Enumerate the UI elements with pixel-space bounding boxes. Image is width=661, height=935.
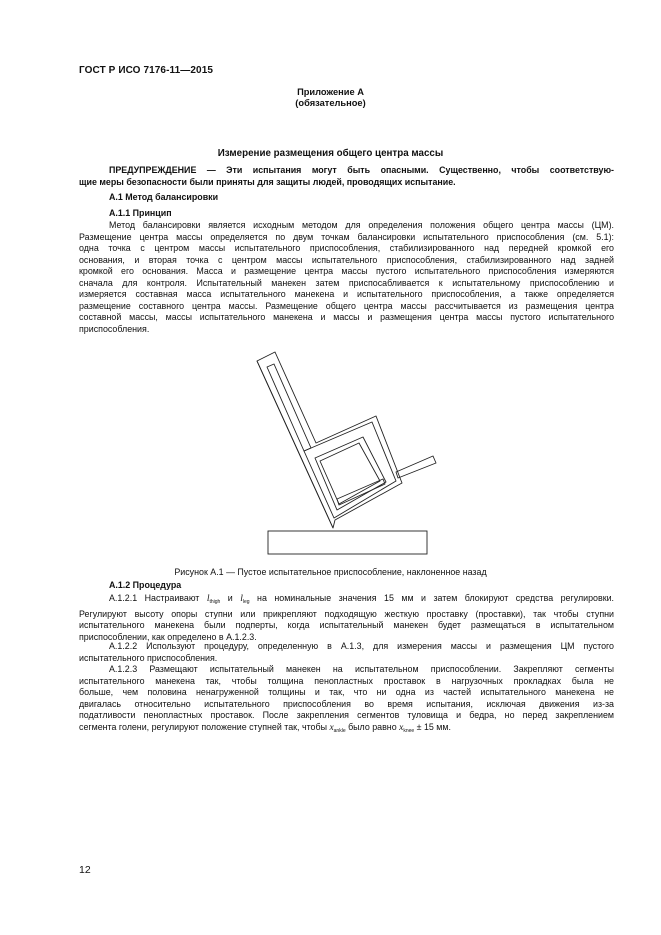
- annex-title: Приложение А: [297, 87, 364, 97]
- paragraph-line: Размещение центра массы определяется по двум точкам балансировки испытательного приспособления (см. 5.1):: [79, 231, 614, 242]
- section-title: Измерение размещения общего центра массы: [217, 148, 444, 159]
- paragraph-line: приспособления.: [79, 323, 150, 334]
- annex-heading: [0, 87, 661, 109]
- paragraph-line: сегмента голени, регулируют положение ступней так, чтобы $x_{ankle}$ было равно $x_{knee} \pm 15$ мм.: [79, 721, 451, 734]
- heading-a12: А.1.2 Процедура: [109, 580, 182, 590]
- paragraph-line: Регулируют высоту опоры ступни или прикрепляют подходящую жесткую проставку (проставки), так чтобы ступни: [79, 608, 614, 619]
- warning-line-1: ПРЕДУПРЕЖДЕНИЕ — Эти испытания могут быть опасными. Существенно, чтобы соответствую-: [109, 165, 614, 175]
- paragraph-line: сначала для контроля. Испытательный манекен затем приспосабливается к испытательному приспособлению и: [79, 277, 614, 288]
- paragraph-line: Метод балансировки является исходным методом для определения положения общего центра массы (ЦМ).: [109, 220, 614, 230]
- test-fixture-outline: [257, 352, 436, 528]
- annex-status: (обязательное): [295, 98, 366, 108]
- a122-paragraph: [79, 641, 614, 664]
- fixture-edge: [257, 361, 333, 528]
- a11-paragraph: [79, 220, 614, 335]
- warning-paragraph: [79, 165, 614, 188]
- figure-a1-drawing: [250, 340, 450, 560]
- paragraph-line: А.1.2.1 Настраивают $l_{thigh}$ и $l_{leg}$ на номинальные значения 15 мм и затем блокируют средства регулировки.: [109, 593, 615, 605]
- heading-a1: А.1 Метод балансировки: [109, 192, 219, 202]
- paragraph-line: испытательного манекена были подперты, когда испытательный манекен будет размещаться в испытательном: [79, 620, 614, 630]
- paragraph-line: А.1.2.3 Размещают испытательный манекен на испытательном приспособлении. Закрепляют сегменты: [109, 664, 614, 674]
- paragraph-line: одна точка с центром массы испытательного приспособления, стабилизированного над передней кромкой его: [79, 243, 614, 253]
- paragraph-line: больше, чем половина ненагруженной толщины и так, что ни одна из частей испытательного манекена не: [79, 687, 614, 697]
- paragraph-line: испытательного манекена так, чтобы толщина пенопластных проставок в нагрузочных прокладках была не: [79, 675, 614, 686]
- floor-block: [268, 531, 427, 554]
- paragraph-line: А.1.2.2 Используют процедуру, определенную в А.1.3, для измерения массы и размещения ЦМ пустого: [109, 641, 614, 651]
- paragraph-line: испытательного приспособления.: [79, 652, 218, 663]
- paragraph-line: основания, и вторая точка с центром массы испытательного приспособления, стабилизированного над задней: [79, 254, 614, 265]
- document-header: ГОСТ Р ИСО 7176-11—2015: [79, 65, 214, 76]
- a121-paragraph: [79, 593, 614, 643]
- a123-paragraph: [79, 664, 614, 737]
- paragraph-line: измеряется составная масса испытательного манекена и испытательного приспособления, а также определяется: [79, 289, 614, 299]
- paragraph-line: приспособлении, как определено в А.1.2.3.: [79, 631, 257, 642]
- page-number: 12: [79, 864, 91, 876]
- paragraph-line: двигалась относительно испытательного приспособления во время испытания, исключая движения из-за: [79, 698, 614, 709]
- heading-a11: А.1.1 Принцип: [109, 208, 172, 218]
- figure-caption: Рисунок А.1 — Пустое испытательное приспособление, наклоненное назад: [174, 567, 487, 577]
- warning-label: ПРЕДУПРЕЖДЕНИЕ: [109, 165, 197, 175]
- paragraph-line: составной массы, массы испытательного манекена и массы и размещения центра массы пустого испытательного: [79, 312, 614, 322]
- paragraph-line: податливости пенопластных проставок. После закрепления сегментов туловища и бедра, но перед закреплением: [79, 710, 614, 720]
- warning-line-2: щие меры безопасности были приняты для защиты людей, проводящих испытание.: [79, 176, 456, 187]
- paragraph-line: размещение составного центра массы. Размещение общего центра массы рассчитывается из размещения центра: [79, 300, 614, 311]
- paragraph-line: кромкой его основания. Масса и размещение центра массы пустого испытательного приспособления измеряются: [79, 266, 614, 276]
